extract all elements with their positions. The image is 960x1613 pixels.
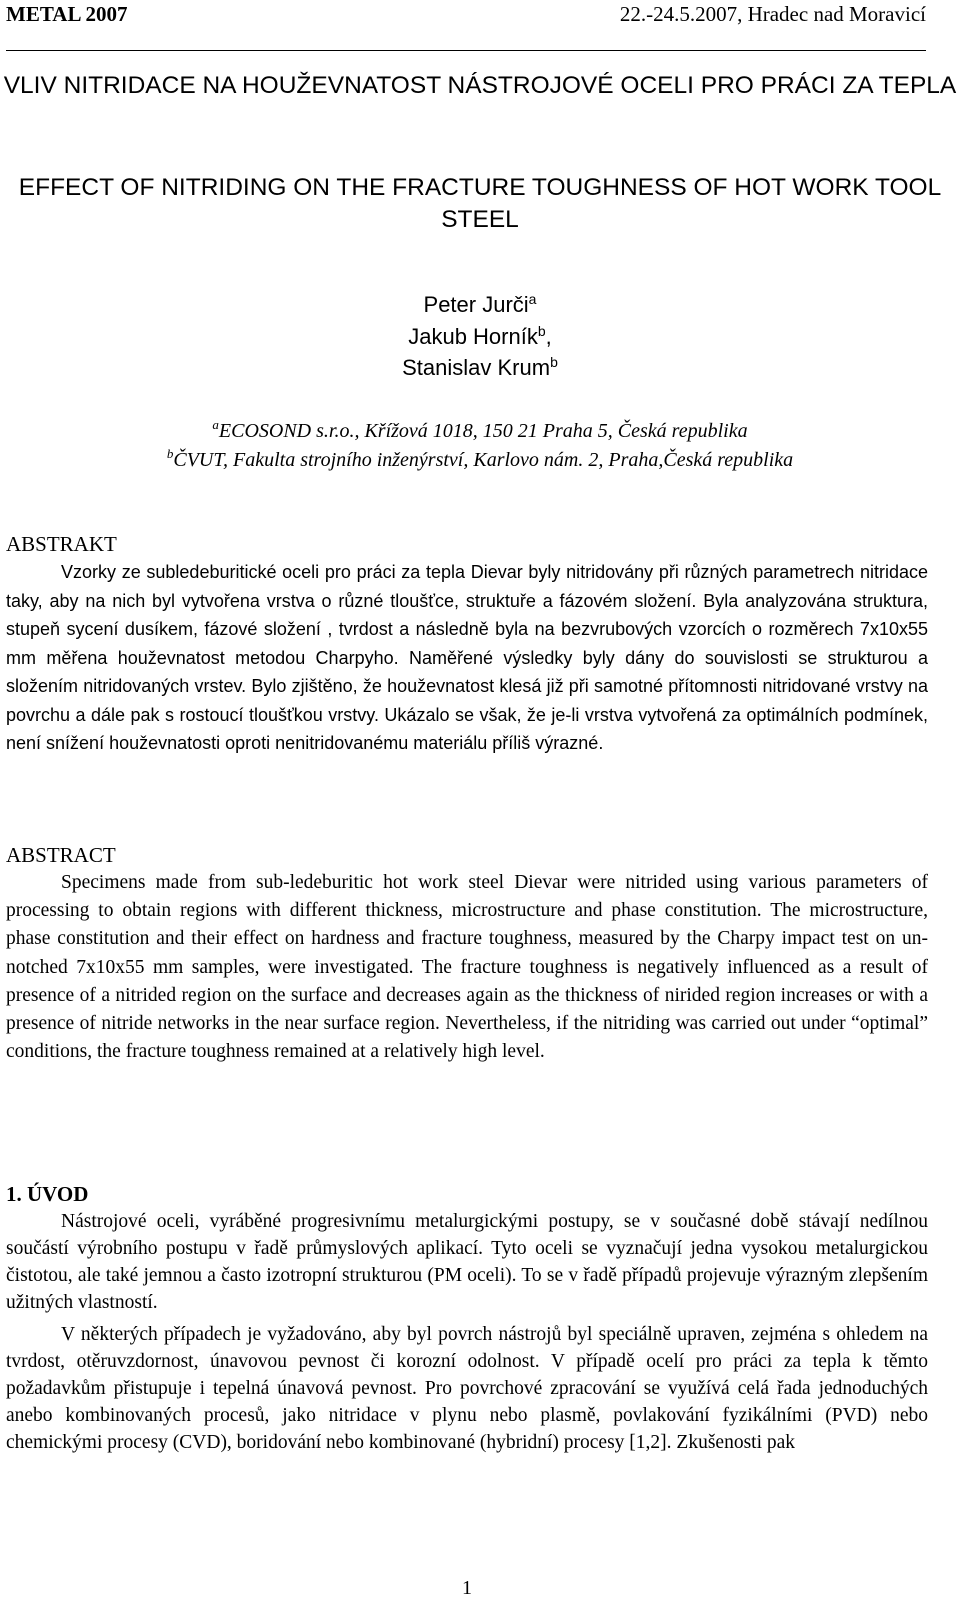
running-header [6,0,926,30]
conference-name: METAL 2007 [6,2,128,26]
abstract-text: Specimens made from sub-ledeburitic hot work steel Dievar were nitrided using various parameters of processing to obtain regions with different thickness, microstructure and phase constitution. The microstructure, phase constitution and their effect on hardness and fracture toughness, measured by the Charpy impact test on un-notched 7x10x55 mm samples, were investigated. The fracture toughness is negatively influenced as a result of presence of a nitrided region on the surface and decreases again as the thickness of nirided region increases or with a presence of nitride networks in the near surface region. Nevertheless, if the nitriding was carried out under “optimal” conditions, the fracture toughness remained at a relatively high level. [6,872,928,1063]
intro-paragraph: Nástrojové oceli, vyráběné progresivnímu metalurgickými postupy, se v současné době stávají nedílnou součástí výrobního postupu v řadě průmyslových aplikací. Tyto oceli se vyznačují jedna vysokou metalurgickou čistotou, ale také jemnou a často izotropní strukturou (PM oceli). To se v řadě případů projevuje výrazným zlepšením užitných vlastností. [6,1211,928,1314]
title-english: EFFECT OF NITRIDING ON THE FRACTURE TOUGHNESS OF HOT WORK TOOL STEEL [18,174,942,233]
affiliation: $^a$ECOSOND s.r.o., Křížová 1018, 150 21 Praha 5, Česká republika [212,417,748,442]
abstrakt-heading: ABSTRAKT [6,532,117,556]
author: Peter Jurči$^a$ [423,291,537,317]
abstract-heading: ABSTRACT [6,843,116,867]
author: Jakub Horník$^b$, [408,322,552,349]
page-number: 1 [462,1577,472,1599]
affiliation: $^b$ČVUT, Fakulta strojního inženýrství, Karlovo nám. 2, Praha,Česká republika [166,446,794,471]
author-list [0,289,960,384]
author: Stanislav Krum$^b$ [402,354,558,380]
header-rule [6,50,926,51]
section-heading-intro: 1. ÚVOD [6,1182,89,1206]
abstrakt-text: Vzorky ze subledeburitické oceli pro práci za tepla Dievar byly nitridovány při různých parametrech nitridace taky, aby na nich byl vytvořena vrstva o různé tloušťce, struktuře a fázovém složení. Byla analyzována struktura, stupeň sycení dusíkem, fázové složení , tvrdost a následně byla na bezvrubových vzorcích o rozměrech 7x10x55 mm měřena houževnatost metodou Charpyho. Naměřené výsledky byly dány do souvislosti se strukturou a složením nitridovaných vrstev. Bylo zjištěno, že houževnatost klesá již při samotné přítomnosti nitridované vrstvy na povrchu a dále pak s rostoucí tloušťkou vrstvy. Ukázalo se však, že je-li vrstva vytvořená za optimálních podmínek, není snížení houževnatosti oproti nenitridovanému materiálu příliš výrazné. [6,562,928,753]
conference-date-place: 22.-24.5.2007, Hradec nad Moravicí [619,2,926,26]
title-czech: VLIV NITRIDACE NA HOUŽEVNATOST NÁSTROJOVÉ OCELI PRO PRÁCI ZA TEPLA [3,72,957,99]
intro-paragraph: V některých případech je vyžadováno, aby byl povrch nástrojů byl speciálně upraven, zejména s ohledem na tvrdost, otěruvzdornost, únavovou pevnost či korozní odolnost. V případě ocelí pro práci za tepla k těmto požadavkům přistupuje i tepelná únavová pevnost. Pro povrchové zpracování se využívá celá řada jednoduchých anebo kombinovaných procesů, jako nitridace v plynu nebo plasmě, povlakování fyzikálními (PVD) nebo chemickými procesy (CVD), boridování nebo kombinované (hybridní) procesy [1,2]. Zkušenosti pak [6,1324,928,1454]
affiliation-list [0,417,960,475]
